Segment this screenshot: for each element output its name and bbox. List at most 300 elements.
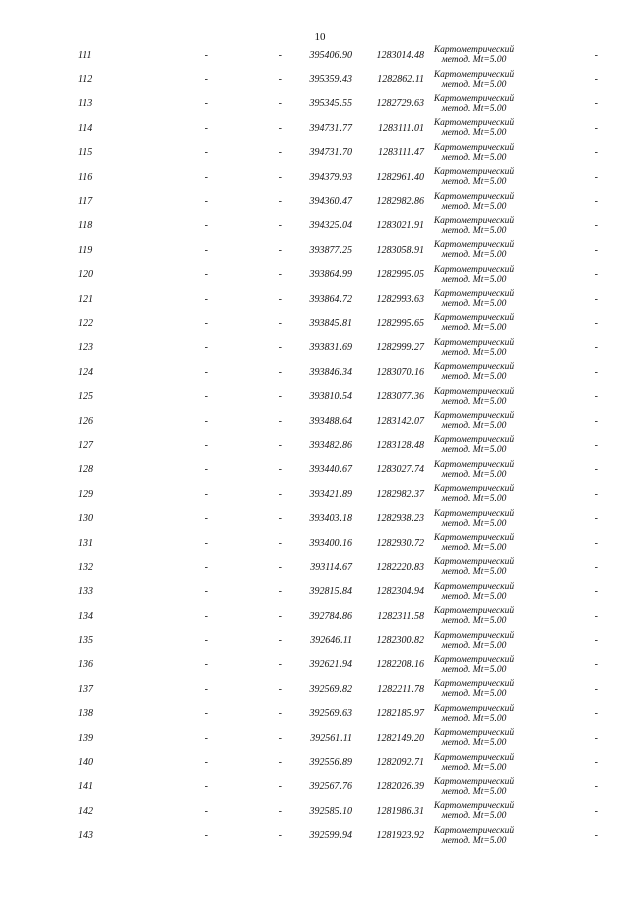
point-number: 126 xyxy=(78,415,93,427)
coordinate-y: 1282729.63 xyxy=(376,98,424,110)
point-number: 143 xyxy=(78,830,93,842)
coordinates-table-body xyxy=(78,43,598,848)
table-row xyxy=(78,43,598,67)
coordinate-y: 1283128.48 xyxy=(376,439,424,451)
point-number: 125 xyxy=(78,391,93,403)
dash-cell: - xyxy=(204,439,208,451)
method-cell xyxy=(424,43,524,67)
method-cell xyxy=(424,726,524,750)
dash-cell: - xyxy=(594,244,598,256)
dash-cell: - xyxy=(278,635,282,647)
method-line-1: Картометрический xyxy=(433,703,515,714)
method-line-1: Картометрический xyxy=(433,484,515,495)
coordinate-x: 395406.90 xyxy=(309,49,352,61)
coordinate-x: 392569.82 xyxy=(309,683,352,695)
dash-cell: - xyxy=(204,244,208,256)
dash-cell: - xyxy=(594,537,598,549)
coordinate-x: 393440.67 xyxy=(309,464,352,476)
method-cell xyxy=(424,433,524,457)
coordinate-x: 393403.18 xyxy=(309,513,352,525)
coordinate-y: 1282961.40 xyxy=(376,171,424,183)
method-line-1: Картометрический xyxy=(433,289,515,300)
table-row xyxy=(78,67,598,91)
point-number: 133 xyxy=(78,586,93,598)
dash-cell: - xyxy=(278,293,282,305)
method-line-1: Картометрический xyxy=(433,654,515,665)
method-line-2: метод. Mt=5.00 xyxy=(441,518,507,529)
dash-cell: - xyxy=(594,586,598,598)
coordinates-table xyxy=(78,43,598,848)
dash-cell: - xyxy=(278,317,282,329)
method-line-1: Картометрический xyxy=(433,93,515,104)
table-row xyxy=(78,189,598,213)
method-cell xyxy=(424,580,524,604)
coordinate-y: 1282311.58 xyxy=(377,610,424,622)
coordinate-y: 1282185.97 xyxy=(376,708,424,720)
table-row xyxy=(78,726,598,750)
dash-cell: - xyxy=(594,122,598,134)
table-row xyxy=(78,702,598,726)
point-number: 139 xyxy=(78,732,93,744)
method-line-2: метод. Mt=5.00 xyxy=(441,640,507,651)
method-line-2: метод. Mt=5.00 xyxy=(441,128,507,139)
point-number: 121 xyxy=(78,293,93,305)
point-number: 113 xyxy=(78,98,93,110)
method-line-2: метод. Mt=5.00 xyxy=(441,372,507,383)
coordinate-x: 393864.99 xyxy=(309,269,352,281)
coordinate-y: 1283021.91 xyxy=(376,220,424,232)
method-cell xyxy=(424,555,524,579)
point-number: 138 xyxy=(78,708,93,720)
coordinate-x: 393482.86 xyxy=(309,439,352,451)
coordinate-y: 1283111.47 xyxy=(377,147,424,159)
method-line-1: Картометрический xyxy=(433,313,515,324)
coordinate-y: 1282862.11 xyxy=(377,74,424,86)
method-line-2: метод. Mt=5.00 xyxy=(441,713,507,724)
dash-cell: - xyxy=(204,683,208,695)
method-cell xyxy=(424,67,524,91)
dash-cell: - xyxy=(204,805,208,817)
method-line-2: метод. Mt=5.00 xyxy=(441,299,507,310)
coordinate-x: 393421.89 xyxy=(309,488,352,500)
method-line-1: Картометрический xyxy=(433,459,515,470)
dash-cell: - xyxy=(204,293,208,305)
method-line-1: Картометрический xyxy=(433,557,515,568)
method-line-2: метод. Mt=5.00 xyxy=(441,786,507,797)
table-row xyxy=(78,214,598,238)
point-number: 119 xyxy=(78,244,93,256)
method-line-1: Картометрический xyxy=(433,825,515,836)
method-cell xyxy=(424,287,524,311)
method-line-1: Картометрический xyxy=(433,776,515,787)
table-row xyxy=(78,628,598,652)
method-line-1: Картометрический xyxy=(433,69,515,80)
coordinate-y: 1282220.83 xyxy=(376,561,424,573)
method-line-1: Картометрический xyxy=(433,142,515,153)
table-row xyxy=(78,506,598,530)
dash-cell: - xyxy=(594,171,598,183)
method-line-2: метод. Mt=5.00 xyxy=(441,762,507,773)
method-line-1: Картометрический xyxy=(433,362,515,373)
dash-cell: - xyxy=(594,708,598,720)
method-line-2: метод. Mt=5.00 xyxy=(441,323,507,334)
method-cell xyxy=(424,458,524,482)
coordinate-y: 1282982.37 xyxy=(376,488,424,500)
dash-cell: - xyxy=(278,830,282,842)
method-line-1: Картометрический xyxy=(433,435,515,446)
dash-cell: - xyxy=(594,635,598,647)
dash-cell: - xyxy=(594,610,598,622)
coordinate-x: 392567.76 xyxy=(309,781,352,793)
method-line-1: Картометрический xyxy=(433,728,515,739)
method-line-2: метод. Mt=5.00 xyxy=(441,567,507,578)
method-line-1: Картометрический xyxy=(433,386,515,397)
method-line-2: метод. Mt=5.00 xyxy=(441,689,507,700)
point-number: 114 xyxy=(78,122,93,134)
method-cell xyxy=(424,702,524,726)
coordinate-y: 1282092.71 xyxy=(376,757,424,769)
method-cell xyxy=(424,531,524,555)
dash-cell: - xyxy=(278,659,282,671)
table-row xyxy=(78,287,598,311)
dash-cell: - xyxy=(278,98,282,110)
coordinate-y: 1282304.94 xyxy=(376,586,424,598)
dash-cell: - xyxy=(278,391,282,403)
dash-cell: - xyxy=(278,781,282,793)
table-row xyxy=(78,580,598,604)
method-line-2: метод. Mt=5.00 xyxy=(441,421,507,432)
method-line-2: метод. Mt=5.00 xyxy=(441,835,507,846)
coordinate-y: 1282208.16 xyxy=(376,659,424,671)
dash-cell: - xyxy=(594,49,598,61)
dash-cell: - xyxy=(594,513,598,525)
method-line-1: Картометрический xyxy=(433,752,515,763)
method-line-2: метод. Mt=5.00 xyxy=(441,225,507,236)
dash-cell: - xyxy=(204,513,208,525)
method-line-2: метод. Mt=5.00 xyxy=(441,591,507,602)
coordinate-y: 1282211.78 xyxy=(377,683,424,695)
dash-cell: - xyxy=(204,537,208,549)
method-cell xyxy=(424,165,524,189)
table-row xyxy=(78,555,598,579)
coordinate-y: 1281986.31 xyxy=(376,805,424,817)
method-cell xyxy=(424,482,524,506)
dash-cell: - xyxy=(204,122,208,134)
point-number: 115 xyxy=(78,147,93,159)
dash-cell: - xyxy=(594,757,598,769)
dash-cell: - xyxy=(278,464,282,476)
dash-cell: - xyxy=(204,415,208,427)
coordinate-y: 1283070.16 xyxy=(376,366,424,378)
method-line-2: метод. Mt=5.00 xyxy=(441,250,507,261)
coordinate-x: 393400.16 xyxy=(309,537,352,549)
table-row xyxy=(78,604,598,628)
table-row xyxy=(78,433,598,457)
table-row xyxy=(78,311,598,335)
dash-cell: - xyxy=(278,415,282,427)
dash-cell: - xyxy=(594,269,598,281)
dash-cell: - xyxy=(204,708,208,720)
method-cell xyxy=(424,604,524,628)
dash-cell: - xyxy=(204,49,208,61)
dash-cell: - xyxy=(278,147,282,159)
coordinate-x: 392621.94 xyxy=(309,659,352,671)
point-number: 141 xyxy=(78,781,93,793)
table-row xyxy=(78,165,598,189)
dash-cell: - xyxy=(594,220,598,232)
dash-cell: - xyxy=(204,659,208,671)
dash-cell: - xyxy=(204,342,208,354)
method-cell xyxy=(424,189,524,213)
point-number: 116 xyxy=(78,171,93,183)
dash-cell: - xyxy=(278,708,282,720)
dash-cell: - xyxy=(204,610,208,622)
coordinate-x: 393488.64 xyxy=(309,415,352,427)
dash-cell: - xyxy=(204,269,208,281)
dash-cell: - xyxy=(278,439,282,451)
method-line-2: метод. Mt=5.00 xyxy=(441,177,507,188)
dash-cell: - xyxy=(278,757,282,769)
dash-cell: - xyxy=(204,830,208,842)
dash-cell: - xyxy=(204,171,208,183)
table-row xyxy=(78,458,598,482)
point-number: 142 xyxy=(78,805,93,817)
table-row xyxy=(78,824,598,848)
dash-cell: - xyxy=(204,732,208,744)
method-line-1: Картометрический xyxy=(433,411,515,422)
method-line-2: метод. Mt=5.00 xyxy=(441,103,507,114)
dash-cell: - xyxy=(594,366,598,378)
method-cell xyxy=(424,360,524,384)
method-cell xyxy=(424,824,524,848)
coordinate-y: 1282993.63 xyxy=(376,293,424,305)
dash-cell: - xyxy=(594,439,598,451)
table-row xyxy=(78,263,598,287)
method-cell xyxy=(424,799,524,823)
method-cell xyxy=(424,141,524,165)
method-cell xyxy=(424,750,524,774)
coordinate-x: 393810.54 xyxy=(309,391,352,403)
dash-cell: - xyxy=(278,805,282,817)
coordinate-x: 392569.63 xyxy=(309,708,352,720)
point-number: 130 xyxy=(78,513,93,525)
coordinate-x: 392784.86 xyxy=(309,610,352,622)
table-row xyxy=(78,653,598,677)
dash-cell: - xyxy=(594,391,598,403)
method-cell xyxy=(424,506,524,530)
method-cell xyxy=(424,653,524,677)
method-line-2: метод. Mt=5.00 xyxy=(441,445,507,456)
table-row xyxy=(78,360,598,384)
dash-cell: - xyxy=(594,561,598,573)
point-number: 127 xyxy=(78,439,93,451)
method-line-1: Картометрический xyxy=(433,630,515,641)
method-line-2: метод. Mt=5.00 xyxy=(441,494,507,505)
coordinate-x: 393864.72 xyxy=(309,293,352,305)
method-line-2: метод. Mt=5.00 xyxy=(441,55,507,66)
method-line-1: Картометрический xyxy=(433,215,515,226)
point-number: 122 xyxy=(78,317,93,329)
dash-cell: - xyxy=(278,49,282,61)
method-line-2: метод. Mt=5.00 xyxy=(441,274,507,285)
method-line-2: метод. Mt=5.00 xyxy=(441,811,507,822)
point-number: 111 xyxy=(78,49,92,61)
point-number: 120 xyxy=(78,269,93,281)
point-number: 129 xyxy=(78,488,93,500)
point-number: 136 xyxy=(78,659,93,671)
dash-cell: - xyxy=(594,317,598,329)
point-number: 137 xyxy=(78,683,93,695)
dash-cell: - xyxy=(594,74,598,86)
dash-cell: - xyxy=(594,805,598,817)
point-number: 132 xyxy=(78,561,93,573)
point-number: 140 xyxy=(78,757,93,769)
coordinate-y: 1283111.01 xyxy=(377,122,424,134)
coordinate-y: 1282300.82 xyxy=(376,635,424,647)
dash-cell: - xyxy=(278,74,282,86)
dash-cell: - xyxy=(204,561,208,573)
coordinate-y: 1283077.36 xyxy=(376,391,424,403)
table-row xyxy=(78,677,598,701)
table-row xyxy=(78,116,598,140)
coordinate-x: 393846.34 xyxy=(309,366,352,378)
dash-cell: - xyxy=(278,244,282,256)
dash-cell: - xyxy=(278,513,282,525)
dash-cell: - xyxy=(204,586,208,598)
dash-cell: - xyxy=(204,74,208,86)
method-cell xyxy=(424,214,524,238)
coordinate-y: 1282999.27 xyxy=(376,342,424,354)
coordinate-x: 394325.04 xyxy=(309,220,352,232)
coordinate-y: 1283058.91 xyxy=(376,244,424,256)
method-cell xyxy=(424,263,524,287)
method-cell xyxy=(424,384,524,408)
point-number: 112 xyxy=(78,74,93,86)
dash-cell: - xyxy=(204,147,208,159)
coordinate-y: 1282982.86 xyxy=(376,196,424,208)
method-line-1: Картометрический xyxy=(433,801,515,812)
point-number: 128 xyxy=(78,464,93,476)
method-line-1: Картометрический xyxy=(433,240,515,251)
dash-cell: - xyxy=(594,342,598,354)
coordinate-x: 392815.84 xyxy=(309,586,352,598)
dash-cell: - xyxy=(204,220,208,232)
table-row xyxy=(78,531,598,555)
dash-cell: - xyxy=(278,537,282,549)
dash-cell: - xyxy=(594,196,598,208)
dash-cell: - xyxy=(594,488,598,500)
coordinate-x: 392646.11 xyxy=(310,635,352,647)
method-line-2: метод. Mt=5.00 xyxy=(441,396,507,407)
dash-cell: - xyxy=(278,269,282,281)
dash-cell: - xyxy=(278,366,282,378)
coordinate-x: 393877.25 xyxy=(309,244,352,256)
point-number: 135 xyxy=(78,635,93,647)
dash-cell: - xyxy=(204,391,208,403)
method-line-1: Картометрический xyxy=(433,118,515,129)
dash-cell: - xyxy=(278,342,282,354)
method-cell xyxy=(424,628,524,652)
dash-cell: - xyxy=(594,659,598,671)
table-row xyxy=(78,92,598,116)
coordinate-y: 1281923.92 xyxy=(376,830,424,842)
method-line-1: Картометрический xyxy=(433,508,515,519)
method-line-2: метод. Mt=5.00 xyxy=(441,152,507,163)
table-row xyxy=(78,750,598,774)
dash-cell: - xyxy=(594,830,598,842)
dash-cell: - xyxy=(204,196,208,208)
method-line-2: метод. Mt=5.00 xyxy=(441,79,507,90)
point-number: 131 xyxy=(78,537,93,549)
dash-cell: - xyxy=(278,683,282,695)
table-row xyxy=(78,238,598,262)
dash-cell: - xyxy=(594,293,598,305)
dash-cell: - xyxy=(594,147,598,159)
table-row xyxy=(78,336,598,360)
coordinate-y: 1282026.39 xyxy=(376,781,424,793)
dash-cell: - xyxy=(204,781,208,793)
method-line-1: Картометрический xyxy=(433,533,515,543)
table-row xyxy=(78,141,598,165)
dash-cell: - xyxy=(278,732,282,744)
point-number: 118 xyxy=(78,220,93,232)
method-line-2: метод. Mt=5.00 xyxy=(441,664,507,675)
coordinate-x: 392585.10 xyxy=(309,805,352,817)
method-line-2: метод. Mt=5.00 xyxy=(441,201,507,212)
dash-cell: - xyxy=(278,220,282,232)
method-line-1: Картометрический xyxy=(433,167,515,178)
method-line-2: метод. Mt=5.00 xyxy=(441,616,507,627)
method-line-1: Картометрический xyxy=(433,264,515,275)
method-line-1: Картометрический xyxy=(433,679,515,690)
method-line-2: метод. Mt=5.00 xyxy=(441,543,507,553)
coordinate-x: 395359.43 xyxy=(309,74,352,86)
method-cell xyxy=(424,336,524,360)
method-line-1: Картометрический xyxy=(433,337,515,348)
method-cell xyxy=(424,92,524,116)
point-number: 117 xyxy=(78,196,93,208)
dash-cell: - xyxy=(278,488,282,500)
method-line-1: Картометрический xyxy=(433,581,515,592)
coordinate-y: 1282149.20 xyxy=(376,732,424,744)
dash-cell: - xyxy=(204,757,208,769)
dash-cell: - xyxy=(594,781,598,793)
dash-cell: - xyxy=(278,122,282,134)
coordinate-y: 1283027.74 xyxy=(376,464,424,476)
method-line-1: Картометрический xyxy=(433,45,515,56)
dash-cell: - xyxy=(594,415,598,427)
method-cell xyxy=(424,238,524,262)
dash-cell: - xyxy=(204,635,208,647)
table-row xyxy=(78,482,598,506)
coordinate-x: 392599.94 xyxy=(309,830,352,842)
dash-cell: - xyxy=(204,317,208,329)
dash-cell: - xyxy=(204,464,208,476)
dash-cell: - xyxy=(278,171,282,183)
point-number: 134 xyxy=(78,610,93,622)
method-cell xyxy=(424,116,524,140)
coordinate-y: 1283014.48 xyxy=(376,49,424,61)
coordinate-x: 392561.11 xyxy=(310,732,352,744)
dash-cell: - xyxy=(204,366,208,378)
dash-cell: - xyxy=(594,732,598,744)
method-cell xyxy=(424,775,524,799)
coordinate-y: 1282938.23 xyxy=(376,513,424,525)
coordinate-x: 394360.47 xyxy=(309,196,352,208)
method-line-2: метод. Mt=5.00 xyxy=(441,738,507,749)
coordinate-x: 394379.93 xyxy=(309,171,352,183)
coordinate-x: 393114.67 xyxy=(310,561,352,573)
